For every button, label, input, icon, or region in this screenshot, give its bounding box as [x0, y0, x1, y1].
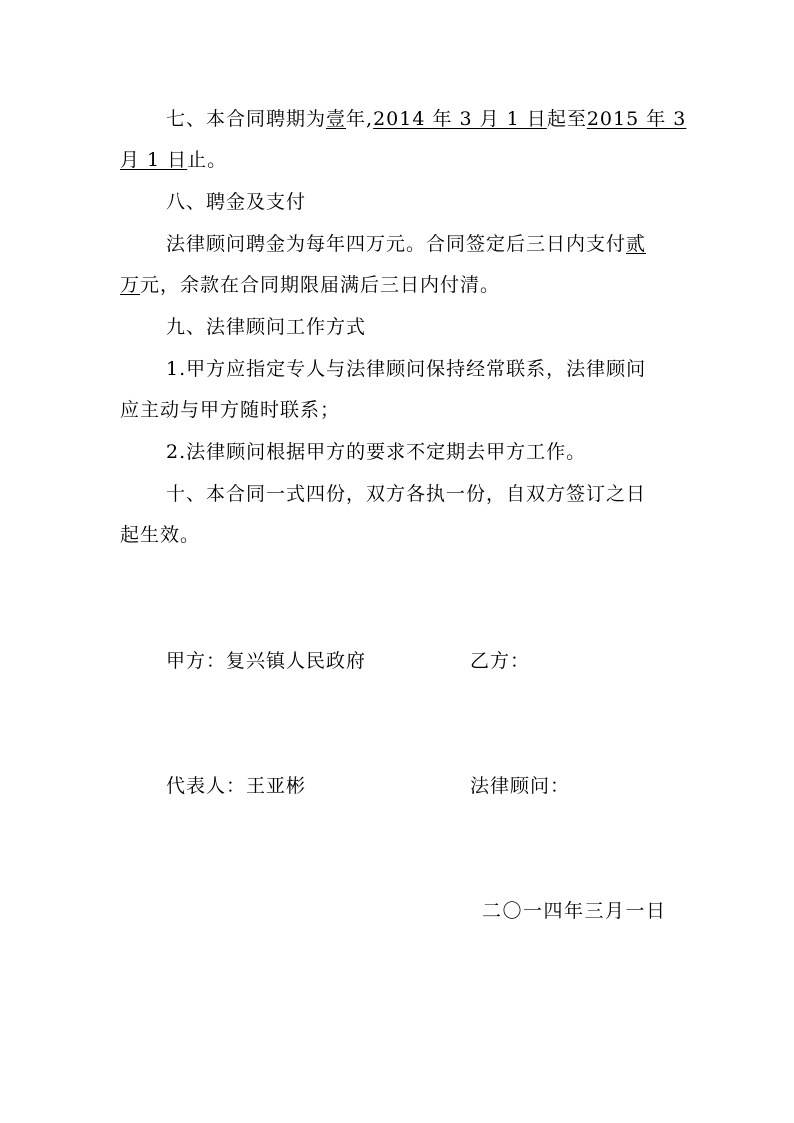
clause8-first-payment-part2: 万: [120, 274, 141, 296]
clause7-term-years: 壹: [326, 108, 347, 130]
clause7-line2: [120, 147, 227, 173]
clause9-item2: 2.法律顾问根据甲方的要求不定期去甲方工作。: [166, 441, 587, 463]
representative-label: 代表人：王亚彬: [166, 775, 307, 797]
clause7-year-char: 年,: [346, 108, 374, 130]
clause7-end-date-part1: 2015 年 3: [586, 108, 687, 130]
party-a-label: 甲方：复兴镇人民政府: [166, 650, 367, 672]
clause9-item1-line1: 1.甲方应指定专人与法律顾问保持经常联系，法律顾问: [166, 358, 647, 380]
clause7-line1: [166, 106, 686, 132]
clause9-item1-line2: 应主动与甲方随时联系；: [120, 399, 341, 421]
clause7-start-date: 2014 年 3 月 1 日: [373, 108, 547, 130]
clause8-heading: 八、聘金及支付: [166, 191, 307, 213]
party-b-label: 乙方：: [470, 650, 531, 672]
clause8-line1: [166, 231, 646, 257]
clause7-suffix: 止。: [187, 149, 228, 171]
contract-date: 二〇一四年三月一日: [482, 900, 667, 922]
clause8-first-payment-part1: 贰: [626, 233, 647, 255]
clause7-prefix: 七、本合同聘期为: [166, 108, 327, 130]
clause9-heading: 九、法律顾问工作方式: [166, 316, 367, 338]
clause8-text-a: 法律顾问聘金为每年四万元。合同签定后三日内支付: [166, 233, 627, 255]
legal-counsel-label: 法律顾问：: [470, 775, 571, 797]
clause10-line1: 十、本合同一式四份，双方各执一份，自双方签订之日: [166, 483, 647, 505]
clause7-mid: 起至: [546, 108, 587, 130]
clause10-line2: 起生效。: [120, 524, 201, 546]
clause8-text-b: 元，余款在合同期限届满后三日内付清。: [140, 274, 501, 296]
clause8-line2: [120, 272, 500, 298]
clause7-end-date-part2: 月 1 日: [120, 149, 188, 171]
